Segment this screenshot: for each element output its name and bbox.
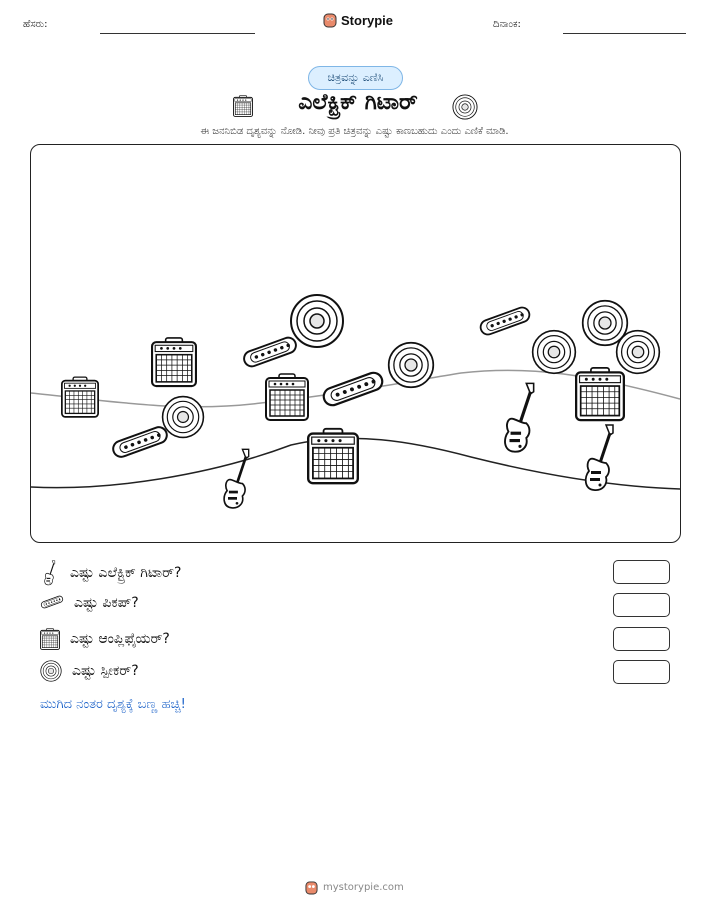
speaker-1 [291, 295, 343, 347]
answer-box-pickups[interactable] [613, 593, 670, 617]
footer-site[interactable]: mystorypie.com [323, 882, 404, 893]
pickup-2 [111, 425, 169, 459]
question-speakers [40, 660, 139, 682]
name-line[interactable] [100, 33, 255, 34]
amplifier-5 [576, 368, 624, 420]
speaker-icon [40, 660, 62, 682]
question-text: ಎಷ್ಟು ಪಿಕಪ್? [74, 595, 139, 611]
instructions: ಈ ಜನನಿಬಿಡ ದೃಶ್ಯವನ್ನು ನೋಡಿ. ನೀವು ಪ್ರತಿ ಚಿತ್ರವನ್ನು ಎಷ್ಟು ಕಾಣಬಹುದು ಎಂದು ಎಣಿಕೆ ಮಾಡಿ. [200, 126, 509, 137]
name-label: ಹೆಸರು: [23, 19, 48, 30]
answer-box-speakers[interactable] [613, 660, 670, 684]
amplifier-icon [233, 94, 253, 118]
guitar-2 [505, 383, 534, 451]
amplifier-2 [152, 338, 196, 386]
coloring-note: ಮುಗಿದ ನಂತರ ದೃಶ್ಯಕ್ಕೆ ಬಣ್ಣ ಹಚ್ಚಿ! [40, 697, 186, 712]
scene-illustration [31, 145, 680, 542]
speaker-2 [163, 397, 204, 438]
answer-box-amplifiers[interactable] [613, 627, 670, 651]
amplifier-4 [308, 429, 358, 483]
brand-name: Storypie [341, 12, 394, 28]
speaker-icon [452, 94, 478, 120]
speaker-4 [533, 331, 576, 374]
storypie-mascot-icon [305, 880, 318, 895]
guitar-icon [40, 560, 60, 586]
pickup-1 [242, 335, 298, 368]
pickup-4 [479, 305, 532, 336]
amplifier-1 [62, 377, 98, 417]
brand-logo [323, 12, 393, 28]
page-title: ಎಲೆಕ್ಟ್ರಿಕ್ ಗಿಟಾರ್ [298, 90, 418, 115]
guitar-1 [224, 449, 249, 508]
question-guitars [40, 560, 181, 586]
answer-box-guitars[interactable] [613, 560, 670, 584]
footer [305, 880, 404, 895]
date-line[interactable] [563, 33, 686, 34]
question-amplifiers [40, 627, 170, 651]
question-pickups [40, 593, 139, 613]
pickup-3 [321, 370, 384, 407]
question-text: ಎಷ್ಟು ಎಲೆಕ್ಟ್ರಿಕ್ ಗಿಟಾರ್? [70, 565, 182, 581]
speaker-6 [617, 331, 660, 374]
question-text: ಎಷ್ಟು ಆಂಪ್ಲಿಫೈಯರ್? [70, 631, 170, 647]
activity-badge: ಚಿತ್ರವನ್ನು ಎಣಿಸಿ [308, 66, 403, 90]
amplifier-3 [266, 374, 308, 420]
question-text: ಎಷ್ಟು ಸ್ಪೀಕರ್? [72, 663, 139, 679]
storypie-mascot-icon [323, 12, 337, 28]
counting-scene [30, 144, 681, 543]
date-label: ದಿನಾಂಕ: [493, 19, 521, 30]
guitar-3 [586, 425, 613, 490]
speaker-3 [389, 343, 434, 388]
amplifier-icon [40, 627, 60, 651]
pickup-icon [40, 593, 64, 613]
